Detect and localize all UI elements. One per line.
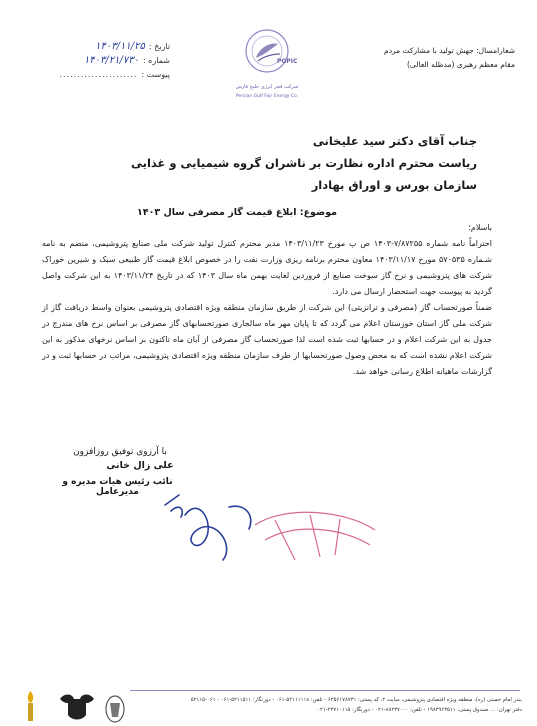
company-emblem-icon xyxy=(244,28,290,74)
footer-address xyxy=(130,695,522,715)
signatory-name: علی زال خانی xyxy=(106,460,174,471)
footer-divider xyxy=(130,690,520,691)
closing-phrase: با آرزوی توفیق روزافزون xyxy=(73,447,167,457)
addressee-block xyxy=(57,130,477,196)
signature-and-stamp xyxy=(145,485,405,585)
logo-company-name-fa: شرکت فجر انرژی خلیج فارس xyxy=(235,84,299,90)
body-paragraph: ضمناً صورتحساب گاز (مصرفی و ترانزیتی) این شرکت از طریق سازمان منطقه ویژه اقتصادی پتروشیمی بعنوان واسط دریافت گاز از شرکت ملی گاز استان خوزستان اعلام می گردد که تا پایان مهر ماه سالجاری صورتحسابهای گاز مصرفی بر اساس نرخ های مندرج در جدول به این شرکت اعلام و در حسابها ثبت شده است لذا صورتحساب گاز مصرفی از آبان ماه تاکنون بر اساس نرخهای مذکور به این شرکت اعلام نشده است که به محض وصول صورتحسابها از طرف سازمان منطقه ویژه اقتصادی پتروشیمی، مراتب در حسابها ثبت و در گزارشات ماهیانه اطلاع رسانی خواهد شد. xyxy=(42,303,492,376)
addressee-name: جناب آقای دکتر سید علیخانی xyxy=(312,134,477,148)
handwritten-signature-icon xyxy=(165,495,251,560)
signatory-title: نائب رئیس هیات مدیره و مدیرعامل xyxy=(62,477,173,497)
logo-abbreviation: PGPIC xyxy=(277,58,298,65)
emblem-icon xyxy=(106,696,124,722)
attachment-value: ...................... xyxy=(59,70,138,79)
date-label: تاریخ : xyxy=(148,42,170,51)
letter-body xyxy=(42,236,492,380)
slogan-block xyxy=(345,44,515,72)
stamp-icon xyxy=(255,512,375,560)
letter-meta xyxy=(40,40,170,82)
date-value: ۱۴۰۳/۱۱/۲۵ xyxy=(95,41,145,52)
date-row xyxy=(40,40,170,54)
attachment-row xyxy=(40,68,170,82)
letter-subject: موضوع: ابلاغ قیمت گاز مصرفی سال ۱۴۰۳ xyxy=(136,207,338,218)
company-logo xyxy=(222,28,312,108)
logo-company-name-en: Persian Gulf Fajr Energy Co. xyxy=(235,94,299,99)
greeting: باسلام؛ xyxy=(468,223,492,232)
footer-line-2: دفتر تهران: ... صندوق پستی: ۱۹۸۳۹۶۳۵۱۱ - تلفن: ۸۸۲۳۷۰۰۰-۰۲۱ - دورنگار: ۲۳۷۱۰۱۱۵-۰۲۱ xyxy=(317,707,522,713)
number-label: شماره : xyxy=(142,56,170,65)
bull-head-icon xyxy=(60,695,94,720)
slogan-attribution: مقام معظم رهبری (مدظله العالی) xyxy=(407,60,515,69)
footer-logos xyxy=(20,689,130,725)
torch-icon xyxy=(28,691,33,721)
addressee-organization: سازمان بورس و اوراق بهادار xyxy=(311,178,477,192)
addressee-position: ریاست محترم اداره نظارت بر ناشران گروه شیمیایی و غذایی xyxy=(131,156,477,170)
slogan-line: شعارامسال: جهش تولید با مشارکت مردم xyxy=(384,46,515,55)
attachment-label: پیوست : xyxy=(141,70,170,79)
number-value: ۱۴۰۳/۲۱/۷۳۰ xyxy=(83,55,139,66)
footer-line-1: بندر امام خمینی (ره)، منطقه ویژه اقتصادی پتروشیمی، سایت ۲، کد پستی: ۶۳۵۶۱۷۸۷۳۱ - تلفن: ۵۲۱۱۱۱۱۸-۰۶۱ - دورنگار: ۵۲۱۱۵۱۱-۰۶۱ - ۰۶۱-۵۲۱۱۵ xyxy=(190,697,522,703)
number-row xyxy=(40,54,170,68)
body-paragraph: احتراماً نامه شماره ۷/۸۷۲۵۵-۱۴۰۳ ص پ مورخ ۱۴۰۳/۱۱/۲۳ مدیر محترم کنترل تولید شرکت ملی صنایع پتروشیمی، منضم به نامه شـماره ۵۷۰۵۳۵ مورخ ۱۴۰۳/۱۱/۱۷ معاون محترم برنامه ریزی وزارت نفت را در خصوص ابلاغ قیمت گاز طبیعی سبک و شیرین خوراک شرکت های پتروشیمی و نرخ گاز سوخت صنایع از فروردین لغایت بهمن ماه سال ۱۴۰۳ که در تاریخ ۱۴۰۳/۱۱/۲۴ به این شرکت واصل گردید به پیوست جهت استحضار ارسال می دارد. xyxy=(42,239,492,296)
